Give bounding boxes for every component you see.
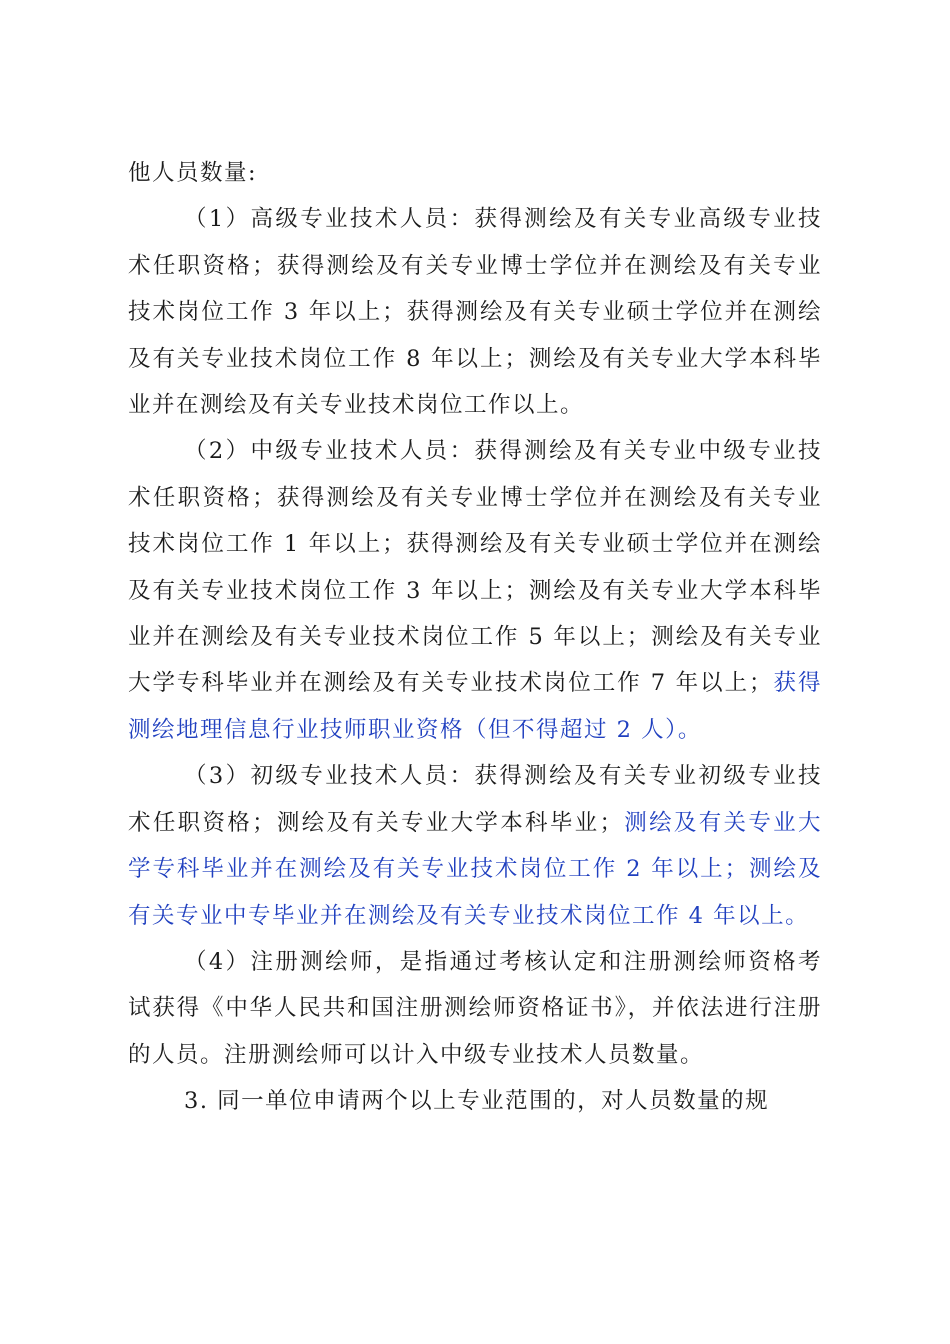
text-segment: （1）高级专业技术人员：获得测绘及有关专业高级专业技术任职资格；获得测绘及有关专业博士学位并在测绘及有关专业技术岗位工作 3 年以上；获得测绘及有关专业硕士学位并在测绘及有关专业技术岗位工作 8 年以上；测绘及有关专业大学本科毕业并在测绘及有关专业技术岗位工作以上。 [128,206,822,419]
paragraph-continuation [128,150,822,196]
text-segment: （2）中级专业技术人员：获得测绘及有关专业中级专业技术任职资格；获得测绘及有关专业博士学位并在测绘及有关专业技术岗位工作 1 年以上；获得测绘及有关专业硕士学位并在测绘及有关专业技术岗位工作 3 年以上；测绘及有关专业大学本科毕业并在测绘及有关专业技术岗位工作 5 年以上；测绘及有关专业大学专科毕业并在测绘及有关专业技术岗位工作 7 年以上； [128,438,822,697]
paragraph-senior-technical-staff [128,196,822,428]
paragraph-item-3 [128,1078,822,1124]
paragraph-junior-technical-staff [128,753,822,939]
text-segment: 他人员数量: [128,160,258,186]
text-segment: （3）初级专业技术人员：获得测绘及有关专业初级专业技术任职资格；测绘及有关专业大学本科毕业； [128,763,822,836]
highlighted-text-segment: 获得测绘地理信息行业技师职业资格（但不得超过 2 人）。 [128,670,822,743]
document-page [128,150,822,1125]
text-segment: 3. 同一单位申请两个以上专业范围的，对人员数量的规 [184,1088,770,1115]
paragraph-registered-surveyor [128,939,822,1078]
paragraph-intermediate-technical-staff [128,428,822,753]
highlighted-text-segment: 测绘及有关专业大学专科毕业并在测绘及有关专业技术岗位工作 2 年以上；测绘及有关专业中专毕业并在测绘及有关专业技术岗位工作 4 年以上。 [128,809,822,929]
text-segment: （4）注册测绘师，是指通过考核认定和注册测绘师资格考试获得《中华人民共和国注册测绘师资格证书》，并依法进行注册的人员。注册测绘师可以计入中级专业技术人员数量。 [128,948,822,1068]
